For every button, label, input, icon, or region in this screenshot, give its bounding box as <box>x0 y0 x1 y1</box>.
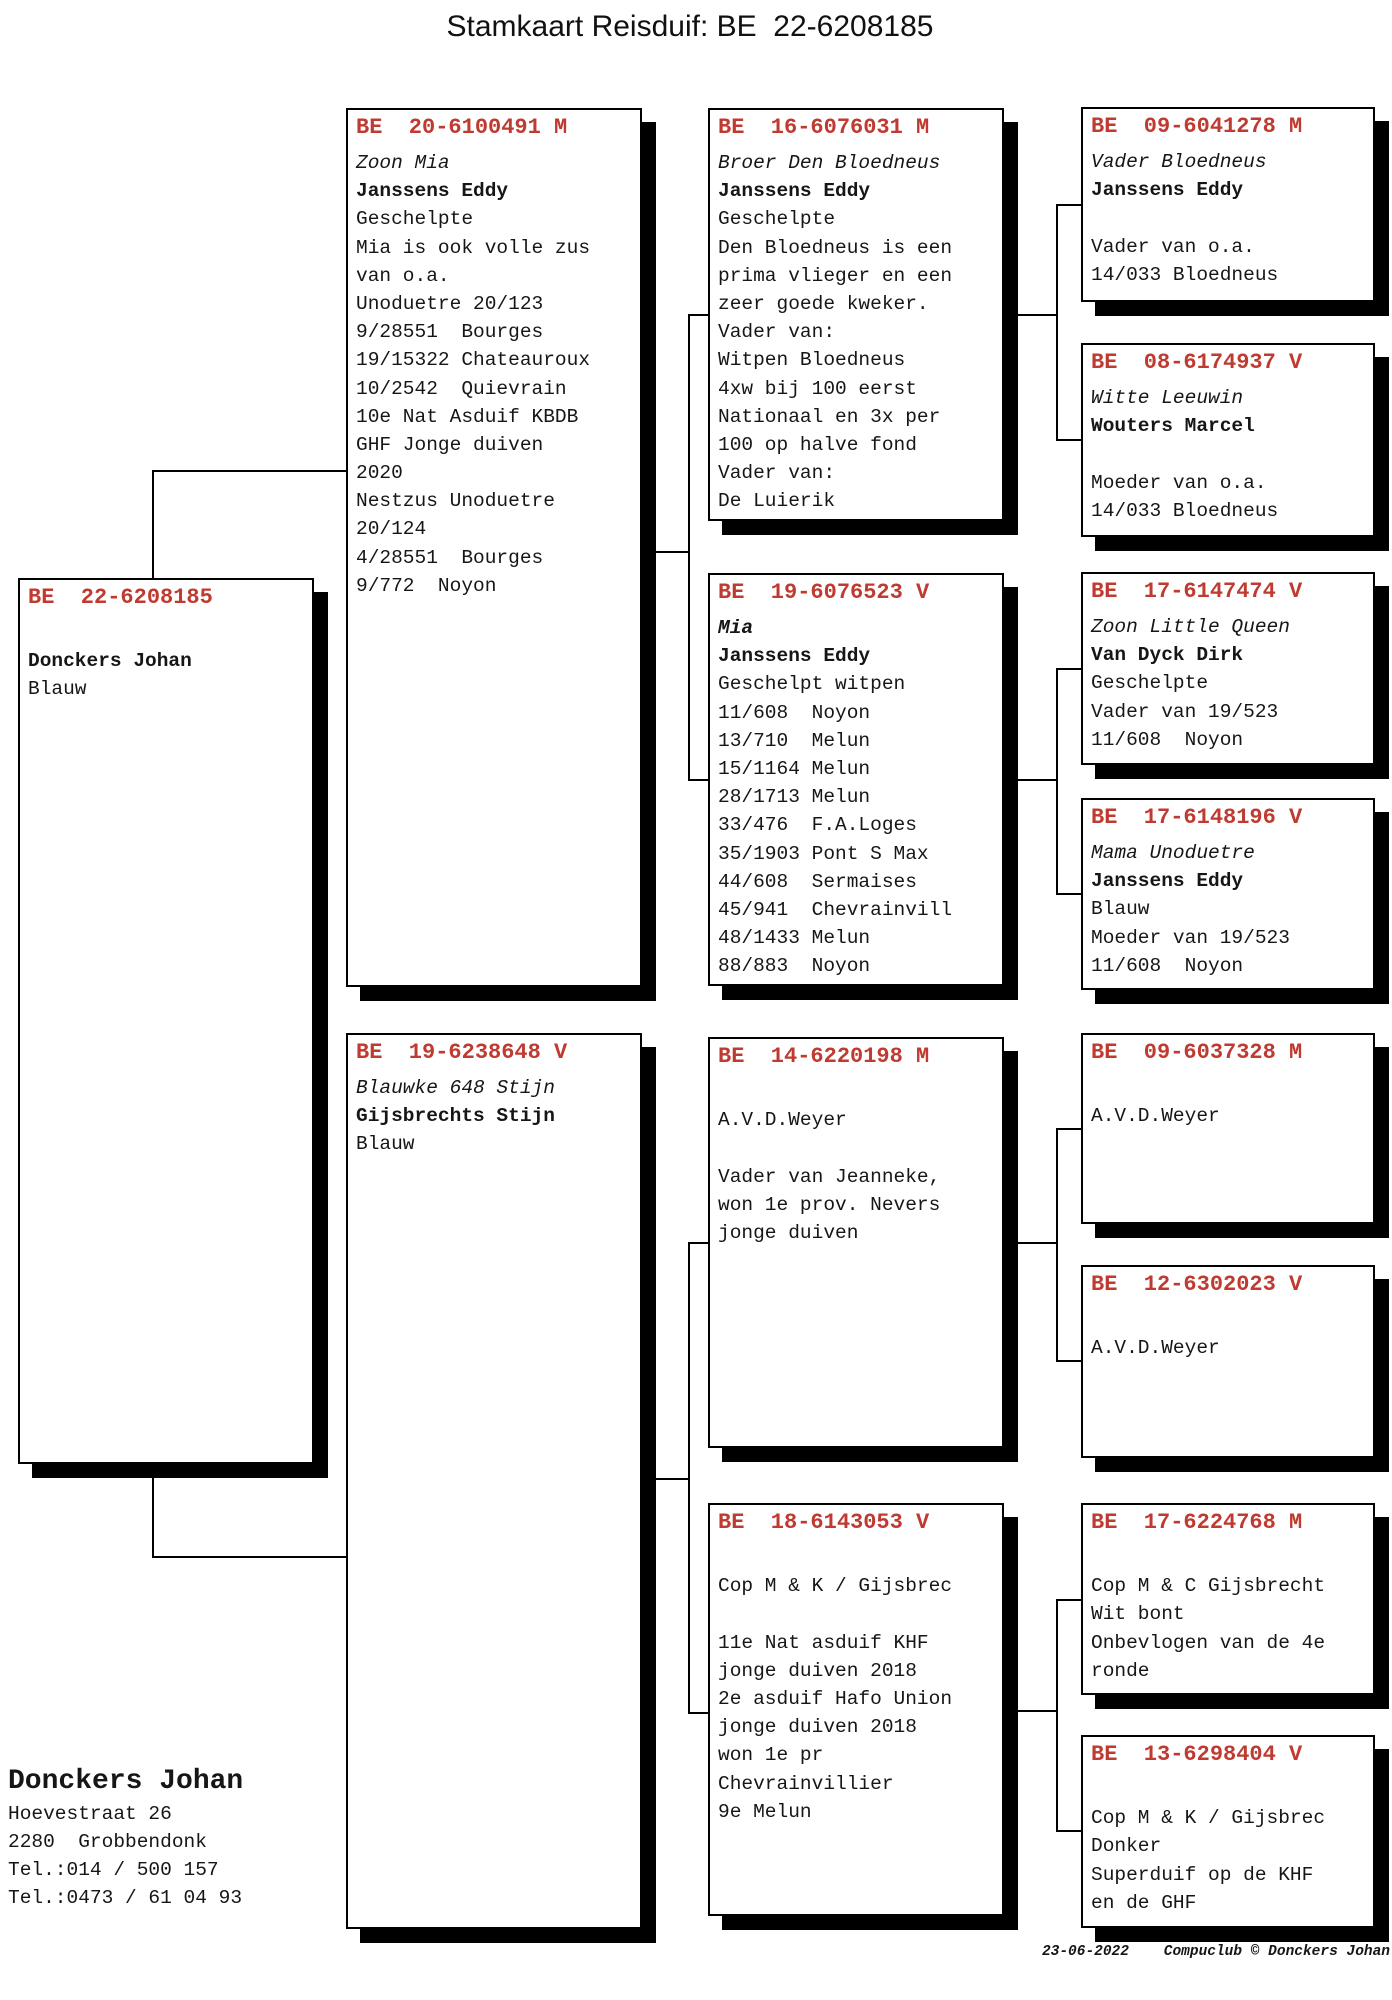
pedigree-line <box>718 1134 994 1162</box>
pedigree-line: Janssens Eddy <box>718 645 871 668</box>
pedigree-box-sire <box>346 108 642 987</box>
ring-number: BE 17-6147474 V <box>1091 579 1303 604</box>
pedigree-line: 4/28551 Bourges <box>356 546 544 569</box>
pedigree-line: Donker <box>1091 1835 1162 1858</box>
connector-line <box>1056 668 1058 895</box>
pedigree-line: Geschelpt witpen <box>718 673 906 696</box>
connector-line <box>1056 204 1058 441</box>
ring-number: BE 08-6174937 V <box>1091 350 1303 375</box>
pedigree-line: jonge duiven 2018 <box>718 1716 917 1739</box>
pedigree-line: Donckers Johan <box>28 650 192 673</box>
pedigree-box-sire_dam <box>708 573 1004 986</box>
connector-line <box>1056 1830 1081 1832</box>
pedigree-line: 14/033 Bloedneus <box>1091 263 1279 286</box>
pedigree-line: Witte Leeuwin <box>1091 387 1244 409</box>
connector-line <box>152 470 154 580</box>
pedigree-line: 9/28551 Bourges <box>356 321 544 344</box>
connector-line <box>642 551 690 553</box>
ring-number: BE 20-6100491 M <box>356 115 568 140</box>
pedigree-box-sire_sire <box>708 108 1004 521</box>
pedigree-line: Unoduetre 20/123 <box>356 292 544 315</box>
footer-credit: 23-06-2022 Compuclub © Donckers Johan <box>1041 1944 1390 1960</box>
pedigree-line <box>1091 204 1365 232</box>
ring-number: BE 12-6302023 V <box>1091 1272 1303 1297</box>
pedigree-box-text <box>1091 384 1365 525</box>
pedigree-line: 100 op halve fond <box>718 433 917 456</box>
pedigree-box-text <box>1091 1544 1365 1685</box>
ring-number: BE 09-6041278 M <box>1091 114 1303 139</box>
pedigree-line <box>718 1600 994 1628</box>
pedigree-line: Zoon Little Queen <box>1091 616 1290 638</box>
pedigree-line: en de GHF <box>1091 1891 1197 1914</box>
owner-name: Donckers Johan <box>8 1766 244 1797</box>
ring-number: BE 19-6238648 V <box>356 1040 568 1065</box>
pedigree-line: Moeder van o.a. <box>1091 471 1267 494</box>
connector-line <box>688 1242 708 1244</box>
pedigree-line: Moeder van 19/523 <box>1091 926 1290 949</box>
owner-address-line: Tel.:0473 / 61 04 93 <box>8 1887 243 1909</box>
pedigree-box-sd_dam <box>1081 798 1375 990</box>
pedigree-box-text <box>1091 148 1365 289</box>
pedigree-line: Geschelpte <box>718 208 836 231</box>
pedigree-line: 11e Nat asduif KHF <box>718 1631 929 1654</box>
pedigree-line: 35/1903 Pont S Max <box>718 842 929 865</box>
owner-address-line: 2280 Grobbendonk <box>8 1831 207 1853</box>
connector-line <box>152 470 346 472</box>
pedigree-line <box>718 1078 994 1106</box>
connector-line <box>1056 1360 1081 1362</box>
ring-number: BE 16-6076031 M <box>718 115 930 140</box>
pedigree-line: Vader van Jeanneke, <box>718 1165 941 1188</box>
connector-line <box>1004 779 1056 781</box>
pedigree-line <box>28 619 304 647</box>
pedigree-box-text <box>718 149 994 515</box>
ring-number: BE 14-6220198 M <box>718 1044 930 1069</box>
page-title: Stamkaart Reisduif: BE 22-6208185 <box>446 10 934 43</box>
pedigree-line: Vader van 19/523 <box>1091 700 1279 723</box>
pedigree-box-subject <box>18 578 314 1464</box>
pedigree-line: Den Bloedneus is een <box>718 236 953 259</box>
ring-number: BE 19-6076523 V <box>718 580 930 605</box>
pedigree-box-dd_sire <box>1081 1503 1375 1695</box>
pedigree-box-dam_dam <box>708 1503 1004 1916</box>
pedigree-line: Geschelpte <box>1091 672 1209 695</box>
pedigree-line: 10e Nat Asduif KBDB <box>356 405 579 428</box>
pedigree-line: Broer Den Bloedneus <box>718 152 941 174</box>
pedigree-box-dd_dam <box>1081 1735 1375 1928</box>
pedigree-line <box>718 1544 994 1572</box>
pedigree-line: Cop M & K / Gijsbrec <box>1091 1807 1326 1830</box>
pedigree-line <box>1091 1544 1365 1572</box>
pedigree-line <box>1091 1306 1365 1334</box>
connector-line <box>688 314 708 316</box>
pedigree-line: Vader van: <box>718 462 836 485</box>
pedigree-line: Wouters Marcel <box>1091 415 1255 438</box>
connector-line <box>688 1712 708 1714</box>
pedigree-line: Nestzus Unoduetre <box>356 490 555 513</box>
pedigree-line: 11/608 Noyon <box>718 701 871 724</box>
pedigree-box-text <box>28 619 304 704</box>
pedigree-line: 9/772 Noyon <box>356 574 497 597</box>
pedigree-line <box>1091 1776 1365 1804</box>
pedigree-line: van o.a. <box>356 264 450 287</box>
pedigree-line: Janssens Eddy <box>718 180 871 203</box>
ring-number: BE 17-6224768 M <box>1091 1510 1303 1535</box>
pedigree-line: Janssens Eddy <box>1091 870 1244 893</box>
pedigree-line: jonge duiven <box>718 1221 859 1244</box>
pedigree-line <box>1091 1074 1365 1102</box>
pedigree-line: A.V.D.Weyer <box>1091 1105 1220 1128</box>
pedigree-line: Mama Unoduetre <box>1091 842 1255 864</box>
pedigree-box-ds_sire <box>1081 1033 1375 1224</box>
pedigree-line: 10/2542 Quievrain <box>356 377 567 400</box>
pedigree-line: Onbevlogen van de 4e <box>1091 1631 1326 1654</box>
pedigree-line: 15/1164 Melun <box>718 757 871 780</box>
pedigree-line: zeer goede kweker. <box>718 292 929 315</box>
pedigree-line: Superduif op de KHF <box>1091 1863 1314 1886</box>
pedigree-line: Mia is ook volle zus <box>356 236 591 259</box>
ring-number: BE 09-6037328 M <box>1091 1040 1303 1065</box>
pedigree-line: Blauw <box>356 1133 415 1156</box>
connector-line <box>642 1478 690 1480</box>
pedigree-line: Mia <box>718 617 754 639</box>
pedigree-box-text <box>1091 1306 1365 1362</box>
pedigree-line: 11/608 Noyon <box>1091 954 1244 977</box>
connector-line <box>1056 1599 1081 1601</box>
pedigree-box-text <box>1091 839 1365 980</box>
pedigree-line: Witpen Bloedneus <box>718 349 906 372</box>
connector-line <box>152 1464 154 1558</box>
pedigree-line: 48/1433 Melun <box>718 927 871 950</box>
pedigree-box-sd_sire <box>1081 572 1375 765</box>
pedigree-line: Van Dyck Dirk <box>1091 644 1244 667</box>
pedigree-line: 19/15322 Chateauroux <box>356 349 591 372</box>
pedigree-line: Zoon Mia <box>356 152 450 174</box>
pedigree-line: De Luierik <box>718 490 836 513</box>
pedigree-box-text <box>1091 1074 1365 1130</box>
pedigree-line: 9e Melun <box>718 1800 812 1823</box>
pedigree-line: Janssens Eddy <box>1091 179 1244 202</box>
pedigree-line: Nationaal en 3x per <box>718 405 941 428</box>
ring-number: BE 17-6148196 V <box>1091 805 1303 830</box>
connector-line <box>688 1242 690 1714</box>
pedigree-box-text <box>718 1544 994 1826</box>
pedigree-line: won 1e pr <box>718 1744 824 1767</box>
connector-line <box>152 1556 346 1558</box>
pedigree-line: jonge duiven 2018 <box>718 1659 917 1682</box>
pedigree-line: Gijsbrechts Stijn <box>356 1105 555 1128</box>
pedigree-line: prima vlieger en een <box>718 264 953 287</box>
connector-line <box>1056 893 1081 895</box>
pedigree-line: Wit bont <box>1091 1603 1185 1626</box>
pedigree-line: A.V.D.Weyer <box>718 1109 847 1132</box>
pedigree-line: 2020 <box>356 462 403 485</box>
pedigree-line: Vader van o.a. <box>1091 235 1255 258</box>
pedigree-box-ds_dam <box>1081 1265 1375 1458</box>
pedigree-line: 88/883 Noyon <box>718 955 871 978</box>
ring-number: BE 18-6143053 V <box>718 1510 930 1535</box>
owner-address-line: Hoevestraat 26 <box>8 1803 172 1825</box>
pedigree-box-text <box>718 614 994 980</box>
pedigree-box-text <box>356 149 632 600</box>
pedigree-box-ss_sire <box>1081 107 1375 302</box>
pedigree-box-dam <box>346 1033 642 1929</box>
connector-line <box>1004 1710 1056 1712</box>
pedigree-line: GHF Jonge duiven <box>356 433 544 456</box>
pedigree-line: Blauw <box>1091 898 1150 921</box>
pedigree-line: 45/941 Chevrainvill <box>718 898 953 921</box>
owner-address-line: Tel.:014 / 500 157 <box>8 1859 219 1881</box>
pedigree-line <box>1091 440 1365 468</box>
pedigree-box-text <box>356 1074 632 1159</box>
connector-line <box>688 314 690 781</box>
pedigree-line: 4xw bij 100 eerst <box>718 377 917 400</box>
pedigree-line: Cop M & K / Gijsbrec <box>718 1575 953 1598</box>
pedigree-box-text <box>1091 613 1365 754</box>
pedigree-line: Vader Bloedneus <box>1091 151 1267 173</box>
pedigree-line: A.V.D.Weyer <box>1091 1337 1220 1360</box>
pedigree-line: 13/710 Melun <box>718 729 871 752</box>
pedigree-box-dam_sire <box>708 1037 1004 1448</box>
pedigree-line: Janssens Eddy <box>356 180 509 203</box>
connector-line <box>1056 1599 1058 1832</box>
ring-number: BE 13-6298404 V <box>1091 1742 1303 1767</box>
pedigree-line: 44/608 Sermaises <box>718 870 917 893</box>
pedigree-line: 11/608 Noyon <box>1091 728 1244 751</box>
pedigree-line: Cop M & C Gijsbrecht <box>1091 1575 1326 1598</box>
pedigree-line: 14/033 Bloedneus <box>1091 499 1279 522</box>
pedigree-box-text <box>718 1078 994 1247</box>
pedigree-line: 33/476 F.A.Loges <box>718 814 917 837</box>
connector-line <box>1056 668 1081 670</box>
connector-line <box>1004 314 1056 316</box>
connector-line <box>1056 439 1081 441</box>
connector-line <box>688 779 708 781</box>
pedigree-box-ss_dam <box>1081 343 1375 537</box>
connector-line <box>1004 1242 1056 1244</box>
connector-line <box>1056 1128 1058 1362</box>
pedigree-line: 28/1713 Melun <box>718 786 871 809</box>
owner-block <box>8 1764 243 1912</box>
connector-line <box>1056 204 1081 206</box>
ring-number: BE 22-6208185 <box>28 585 213 610</box>
pedigree-line: Chevrainvillier <box>718 1772 894 1795</box>
pedigree-line: 2e asduif Hafo Union <box>718 1687 953 1710</box>
pedigree-box-text <box>1091 1776 1365 1917</box>
pedigree-line: 20/124 <box>356 518 427 541</box>
pedigree-line: Vader van: <box>718 321 836 344</box>
connector-line <box>1056 1128 1081 1130</box>
pedigree-line: won 1e prov. Nevers <box>718 1193 941 1216</box>
pedigree-line: ronde <box>1091 1659 1150 1682</box>
pedigree-line: Blauw <box>28 678 87 701</box>
pedigree-line: Geschelpte <box>356 208 474 231</box>
pedigree-line: Blauwke 648 Stijn <box>356 1077 555 1099</box>
